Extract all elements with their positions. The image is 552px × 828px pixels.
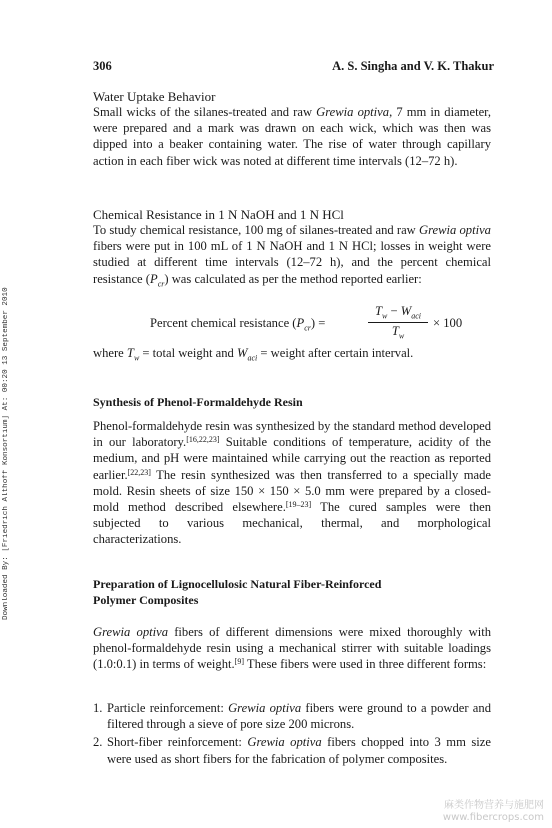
citation: [16,22,23] bbox=[186, 435, 220, 445]
section-heading-preparation: Preparation of Lignocellulosic Natural Fiber-Reinforced Polymer Composites bbox=[93, 577, 382, 607]
species-name: Grewia optiva bbox=[418, 223, 491, 237]
paragraph-chemical-resistance: To study chemical resistance, 100 mg of silanes-treated and raw Grewia optiva fibers were put in 100 mL of 1 N NaOH and 1 N HCl; losses in weight were studied at different time intervals (12–72 h), and the percent chemical resistance $(P_{cr})$ was calculated as per the method reported earlier: bbox=[93, 223, 491, 289]
paragraph-synthesis: Phenol-formaldehyde resin was synthesized by the standard method developed in our laboratory.[16,22,23] Suitable conditions of temperature, acidity of the medium, and pH were maintained while carrying out the reaction as reported earlier.[22,23] The resin synthesized was then transferred to a specially made mold. Resin sheets of size 150 × 150 × 5.0 mm were prepared by a closed-mold method described elsewhere.[19–23] The cured samples were then subjected to various mechanical, thermal, and morphological characterizations. bbox=[93, 419, 491, 547]
equation-definitions: where $T_w$ = total weight and $W_{aci}$ = weight after certain interval. bbox=[93, 346, 414, 363]
section-heading-synthesis: Synthesis of Phenol-Formaldehyde Resin bbox=[93, 395, 303, 409]
running-header-authors: A. S. Singha and V. K. Thakur bbox=[332, 59, 494, 73]
list-item: 1. Particle reinforcement: Grewia optiva fibers were ground to a powder and filtered through a sieve of pore size 200 microns. bbox=[93, 701, 491, 732]
citation: [19–23] bbox=[285, 500, 312, 510]
species-name: Grewia optiva bbox=[228, 701, 302, 715]
reinforcement-list bbox=[93, 700, 491, 769]
paragraph-preparation: Grewia optiva fibers of different dimensions were mixed thoroughly with phenol-formaldehyde resin using a mechanical stirrer with suitable loadings (1.0:0.1) in terms of weight.[9] These fibers were used in three different forms: bbox=[93, 625, 491, 672]
fraction: $T_w - W_{aci}$ $T_w$ bbox=[368, 304, 428, 340]
species-name: Grewia optiva bbox=[316, 105, 390, 119]
equation-chemical-resistance: Percent chemical resistance $(P_{cr})$ = $T_w - W_{aci}$ $T_w$ × 100 bbox=[150, 304, 463, 341]
citation: [9] bbox=[234, 657, 244, 667]
species-name: Grewia optiva bbox=[93, 625, 169, 639]
download-stamp: Downloaded By: [Friedrich Althoff Konsortium] At: 00:20 13 September 2010 bbox=[2, 287, 10, 620]
paragraph-water-uptake: Small wicks of the silanes-treated and raw Grewia optiva, 7 mm in diameter, were prepared and a mark was drawn on each wick, which was then was dipped into a beaker containing water. The rise of water through capillary action in each fiber wick was noted at different time intervals (12–72 h). bbox=[93, 105, 491, 168]
list-item: 2. Short-fiber reinforcement: Grewia optiva fibers chopped into 3 mm size were used as short fibers for the fabrication of polymer composites. bbox=[93, 735, 491, 766]
site-watermark: 麻类作物营养与施肥网 www.fibercrops.com bbox=[442, 800, 544, 823]
subheading-water-uptake: Water Uptake Behavior bbox=[93, 89, 216, 104]
subheading-chemical-resistance: Chemical Resistance in 1 N NaOH and 1 N HCl bbox=[93, 207, 344, 222]
citation: [22,23] bbox=[127, 467, 151, 477]
species-name: Grewia optiva bbox=[247, 735, 322, 750]
page-number: 306 bbox=[93, 59, 112, 73]
